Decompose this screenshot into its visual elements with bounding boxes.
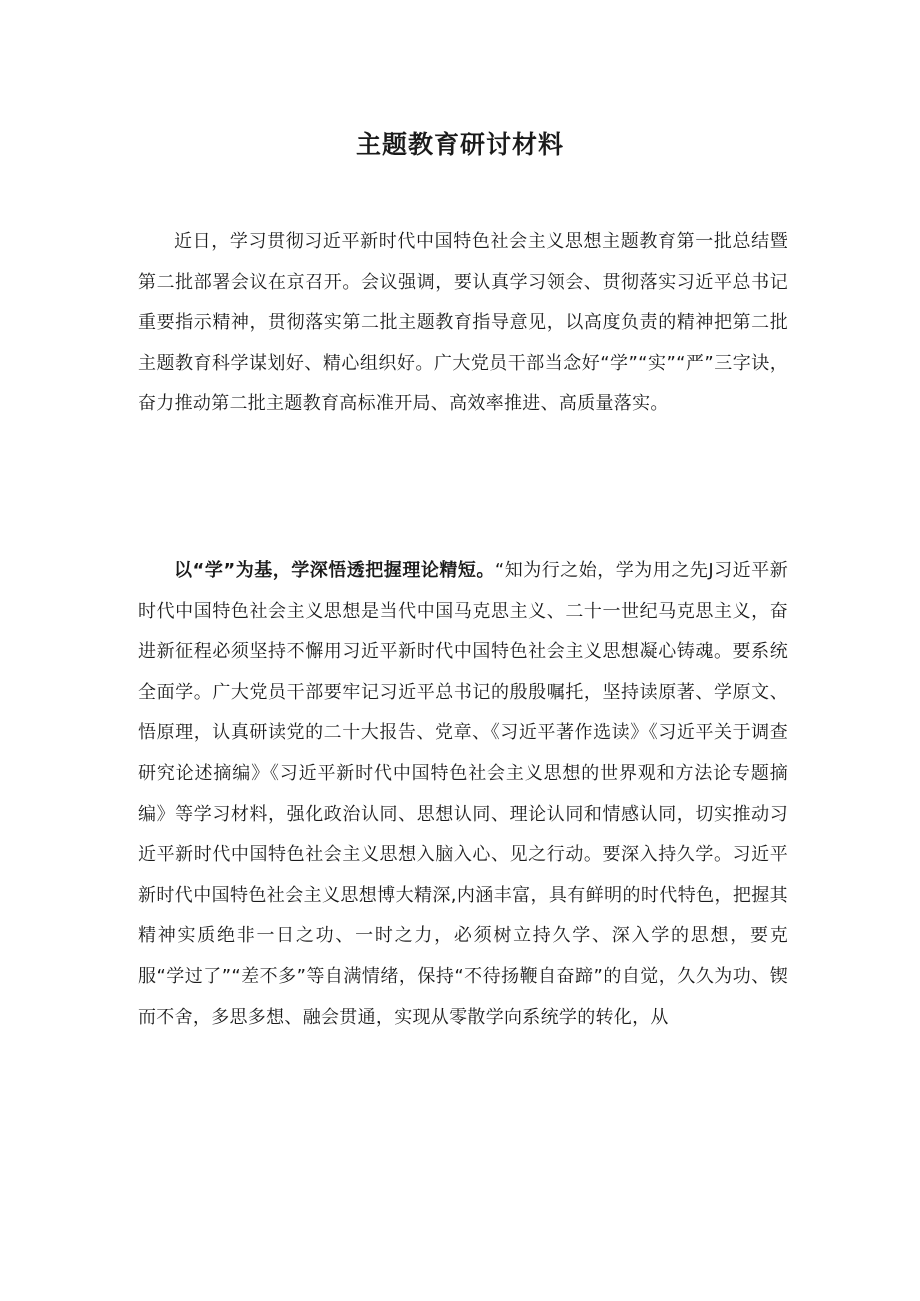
paragraph-intro-text: 近日，学习贯彻习近平新时代中国特色社会主义思想主题教育第一批总结暨第二批部署会议在京召开。会议强调，要认真学习领会、贯彻落实习近平总书记重要指示精神，贯彻落实第二批主题教育指导意见，以高度负责的精神把第二批主题教育科学谋划好、精心组织好。广大党员干部当念好“学”“实”“严”三字诀，奋力推动第二批主题教育高标准开局、高效率推进、高质量落实。 xyxy=(138,231,788,415)
paragraph-intro xyxy=(138,222,788,425)
paragraph-study-heading: 以“学”为基，学深悟透把握理论精短。 xyxy=(174,560,495,581)
paragraph-study-text: “知为行之始，学为用之先J习近平新时代中国特色社会主义思想是当代中国马克思主义、二十一世纪马克思主义，奋进新征程必须坚持不懈用习近平新时代中国特色社会主义思想凝心铸魂。要系统全面学。广大党员干部要牢记习近平总书记的殷殷嘱托，坚持读原著、学原文、悟原理，认真研读党的二十大报告、党章、《习近平著作选读》《习近平关于调查研究论述摘编》《习近平新时代中国特色社会主义思想的世界观和方法论专题摘编》等学习材料，强化政治认同、思想认同、理论认同和情感认同，切实推动习近平新时代中国特色社会主义思想入脑入心、见之行动。要深入持久学。习近平新时代中国特色社会主义思想博大精深,内涵丰富，具有鲜明的时代特色，把握其精神实质绝非一日之功、一时之力，必须树立持久学、深入学的思想，要克服“学过了”“差不多”等自满情绪，保持“不待扬鞭自奋蹄”的自觉，久久为功、锲而不舍，多思多想、融会贯通，实现从零散学向系统学的转化，从 xyxy=(138,560,788,1028)
paragraph-study xyxy=(138,551,788,1038)
document-title: 主题教育研讨材料 xyxy=(355,129,564,159)
